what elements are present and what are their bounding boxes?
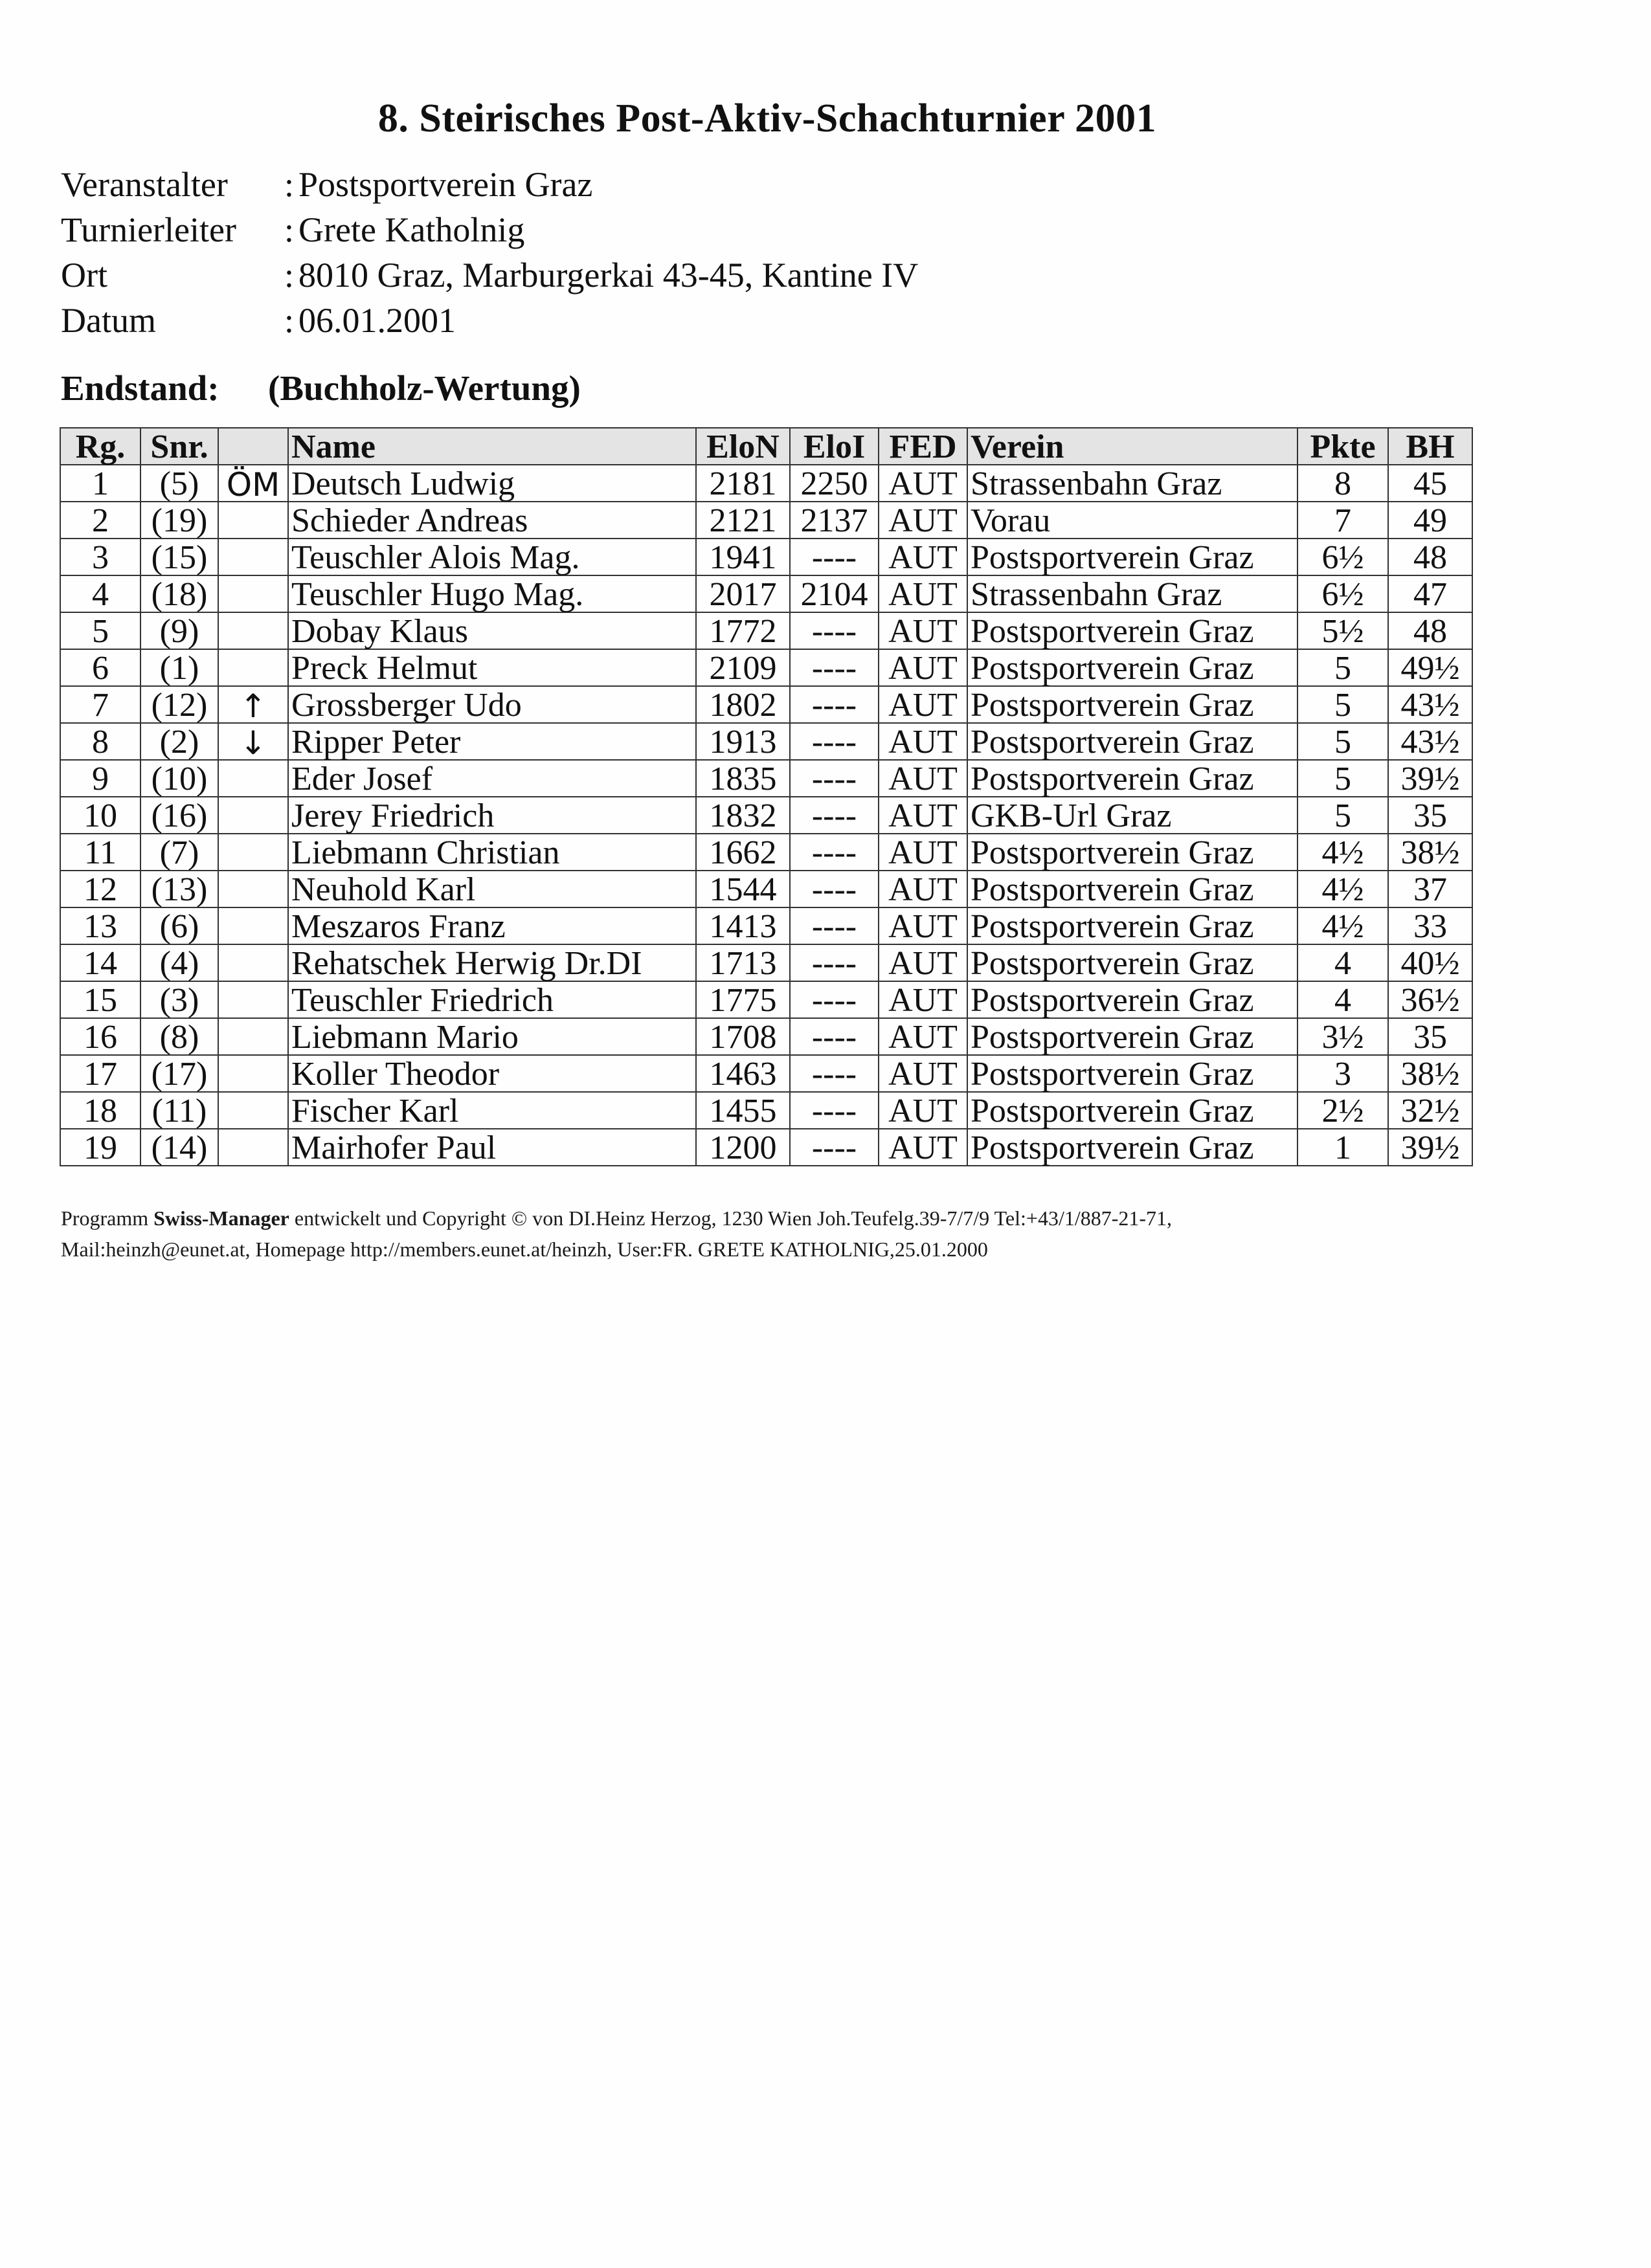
info-separator: : [284, 256, 295, 295]
table-header [60, 428, 1472, 465]
cell-mark: ÖM [218, 465, 288, 502]
cell-mark [218, 539, 288, 575]
cell-club: Vorau [967, 502, 1297, 539]
info-label: Veranstalter [61, 165, 228, 204]
cell-club: Postsportverein Graz [967, 981, 1297, 1018]
cell-elo-national: 1941 [696, 539, 790, 575]
cell-elo-national: 1775 [696, 981, 790, 1018]
header-name: Name [288, 428, 696, 465]
cell-name: Liebmann Mario [288, 1018, 696, 1055]
table-row [60, 539, 1472, 575]
info-value: 8010 Graz, Marburgerkai 43-45, Kantine IV [298, 256, 919, 295]
cell-club: Postsportverein Graz [967, 1129, 1297, 1166]
header-row [60, 428, 1472, 465]
cell-buchholz: 35 [1388, 1018, 1472, 1055]
cell-buchholz: 38½ [1388, 834, 1472, 871]
cell-points: 7 [1297, 502, 1388, 539]
cell-points: 3 [1297, 1055, 1388, 1092]
cell-name: Dobay Klaus [288, 612, 696, 649]
document-title: 8. Steirisches Post-Aktiv-Schachturnier 2001 [377, 96, 1157, 140]
table-row [60, 502, 1472, 539]
cell-elo-national: 1200 [696, 1129, 790, 1166]
cell-elo-international: ---- [790, 981, 879, 1018]
info-separator: : [284, 210, 295, 249]
table-row [60, 686, 1472, 723]
cell-club: Postsportverein Graz [967, 834, 1297, 871]
cell-federation: AUT [879, 575, 967, 612]
header-elo-national: EloN [696, 428, 790, 465]
cell-elo-international: 2104 [790, 575, 879, 612]
software-footer [61, 1203, 1172, 1265]
table-row [60, 944, 1472, 981]
cell-mark: ↑ [218, 686, 288, 723]
table-row [60, 649, 1472, 686]
cell-start-number: (5) [140, 465, 218, 502]
standings-heading [61, 368, 581, 408]
table-row [60, 797, 1472, 834]
cell-mark [218, 944, 288, 981]
cell-federation: AUT [879, 981, 967, 1018]
cell-rank: 9 [60, 760, 140, 797]
footer-prefix: Programm [61, 1206, 154, 1230]
cell-start-number: (14) [140, 1129, 218, 1166]
cell-club: Postsportverein Graz [967, 612, 1297, 649]
cell-buchholz: 38½ [1388, 1055, 1472, 1092]
cell-start-number: (9) [140, 612, 218, 649]
cell-rank: 14 [60, 944, 140, 981]
cell-elo-international: ---- [790, 686, 879, 723]
footer-copyright: entwickelt und Copyright © von DI.Heinz Herzog, 1230 Wien Joh.Teufelg.39-7/7/9 Tel:+43/1/887-21-71, [289, 1206, 1173, 1230]
cell-buchholz: 33 [1388, 907, 1472, 944]
standings-mode: (Buchholz-Wertung) [268, 368, 581, 408]
info-row-location [61, 252, 918, 298]
cell-rank: 12 [60, 871, 140, 907]
cell-elo-national: 1772 [696, 612, 790, 649]
standings-table-wrapper [60, 427, 1473, 1166]
cell-elo-international: ---- [790, 871, 879, 907]
cell-mark [218, 760, 288, 797]
table-row [60, 760, 1472, 797]
cell-federation: AUT [879, 871, 967, 907]
cell-club: Postsportverein Graz [967, 723, 1297, 760]
cell-rank: 10 [60, 797, 140, 834]
cell-elo-international: ---- [790, 944, 879, 981]
cell-elo-international: ---- [790, 723, 879, 760]
cell-buchholz: 35 [1388, 797, 1472, 834]
cell-name: Mairhofer Paul [288, 1129, 696, 1166]
cell-rank: 5 [60, 612, 140, 649]
info-row-director [61, 207, 918, 252]
cell-elo-international: 2250 [790, 465, 879, 502]
cell-start-number: (3) [140, 981, 218, 1018]
cell-elo-national: 1708 [696, 1018, 790, 1055]
cell-rank: 6 [60, 649, 140, 686]
cell-club: Strassenbahn Graz [967, 465, 1297, 502]
cell-federation: AUT [879, 907, 967, 944]
cell-federation: AUT [879, 612, 967, 649]
cell-start-number: (2) [140, 723, 218, 760]
header-rank: Rg. [60, 428, 140, 465]
cell-federation: AUT [879, 944, 967, 981]
info-label: Datum [61, 301, 156, 340]
cell-federation: AUT [879, 760, 967, 797]
cell-buchholz: 45 [1388, 465, 1472, 502]
cell-name: Jerey Friedrich [288, 797, 696, 834]
cell-points: 4½ [1297, 871, 1388, 907]
cell-club: Postsportverein Graz [967, 1018, 1297, 1055]
cell-mark [218, 612, 288, 649]
cell-federation: AUT [879, 1018, 967, 1055]
footer-line-2: Mail:heinzh@eunet.at, Homepage http://members.eunet.at/heinzh, User:FR. GRETE KATHOLNIG,25.01.2000 [61, 1238, 988, 1261]
table-row [60, 612, 1472, 649]
cell-name: Eder Josef [288, 760, 696, 797]
cell-mark [218, 575, 288, 612]
cell-name: Teuschler Hugo Mag. [288, 575, 696, 612]
cell-buchholz: 48 [1388, 612, 1472, 649]
cell-federation: AUT [879, 539, 967, 575]
cell-rank: 1 [60, 465, 140, 502]
cell-mark [218, 834, 288, 871]
cell-elo-national: 1463 [696, 1055, 790, 1092]
cell-elo-national: 1802 [696, 686, 790, 723]
cell-start-number: (17) [140, 1055, 218, 1092]
table-row [60, 1129, 1472, 1166]
cell-elo-international: ---- [790, 1129, 879, 1166]
header-points: Pkte [1297, 428, 1388, 465]
cell-rank: 11 [60, 834, 140, 871]
info-separator: : [284, 165, 295, 204]
info-row-organizer [61, 162, 918, 207]
footer-line-1 [61, 1203, 1172, 1234]
cell-club: Postsportverein Graz [967, 907, 1297, 944]
cell-federation: AUT [879, 723, 967, 760]
cell-name: Deutsch Ludwig [288, 465, 696, 502]
cell-points: 4½ [1297, 907, 1388, 944]
cell-start-number: (6) [140, 907, 218, 944]
cell-rank: 4 [60, 575, 140, 612]
cell-elo-national: 1913 [696, 723, 790, 760]
info-label: Ort [61, 256, 107, 295]
cell-points: 5½ [1297, 612, 1388, 649]
standings-label: Endstand: [61, 368, 219, 408]
cell-points: 6½ [1297, 539, 1388, 575]
cell-elo-national: 2017 [696, 575, 790, 612]
cell-elo-international: ---- [790, 797, 879, 834]
cell-start-number: (8) [140, 1018, 218, 1055]
info-value: Postsportverein Graz [298, 165, 593, 204]
cell-elo-national: 1832 [696, 797, 790, 834]
cell-elo-national: 2109 [696, 649, 790, 686]
cell-buchholz: 48 [1388, 539, 1472, 575]
cell-start-number: (19) [140, 502, 218, 539]
cell-mark [218, 981, 288, 1018]
cell-start-number: (4) [140, 944, 218, 981]
header-club: Verein [967, 428, 1297, 465]
cell-buchholz: 39½ [1388, 760, 1472, 797]
cell-club: Postsportverein Graz [967, 539, 1297, 575]
cell-rank: 18 [60, 1092, 140, 1129]
cell-name: Meszaros Franz [288, 907, 696, 944]
cell-rank: 15 [60, 981, 140, 1018]
cell-rank: 16 [60, 1018, 140, 1055]
table-row [60, 575, 1472, 612]
cell-points: 3½ [1297, 1018, 1388, 1055]
cell-points: 4½ [1297, 834, 1388, 871]
cell-elo-national: 1713 [696, 944, 790, 981]
cell-points: 2½ [1297, 1092, 1388, 1129]
table-row [60, 723, 1472, 760]
cell-buchholz: 39½ [1388, 1129, 1472, 1166]
cell-points: 6½ [1297, 575, 1388, 612]
table-row [60, 907, 1472, 944]
cell-elo-national: 2121 [696, 502, 790, 539]
cell-rank: 13 [60, 907, 140, 944]
cell-name: Grossberger Udo [288, 686, 696, 723]
cell-mark: ↓ [218, 723, 288, 760]
info-value: Grete Katholnig [298, 210, 525, 249]
footer-brand: Swiss-Manager [153, 1206, 289, 1230]
cell-federation: AUT [879, 502, 967, 539]
cell-elo-international: ---- [790, 834, 879, 871]
cell-points: 8 [1297, 465, 1388, 502]
cell-federation: AUT [879, 649, 967, 686]
cell-name: Schieder Andreas [288, 502, 696, 539]
cell-buchholz: 43½ [1388, 723, 1472, 760]
info-label: Turnierleiter [61, 210, 236, 249]
cell-federation: AUT [879, 834, 967, 871]
cell-mark [218, 1129, 288, 1166]
cell-points: 5 [1297, 760, 1388, 797]
cell-mark [218, 649, 288, 686]
table-row [60, 871, 1472, 907]
header-elo-international: EloI [790, 428, 879, 465]
cell-points: 1 [1297, 1129, 1388, 1166]
header-buchholz: BH [1388, 428, 1472, 465]
cell-elo-international: ---- [790, 1092, 879, 1129]
cell-buchholz: 32½ [1388, 1092, 1472, 1129]
cell-elo-international: ---- [790, 649, 879, 686]
cell-elo-international: ---- [790, 907, 879, 944]
cell-buchholz: 43½ [1388, 686, 1472, 723]
cell-elo-international: ---- [790, 1018, 879, 1055]
cell-club: Postsportverein Graz [967, 1055, 1297, 1092]
cell-elo-international: ---- [790, 539, 879, 575]
cell-start-number: (12) [140, 686, 218, 723]
cell-elo-national: 1835 [696, 760, 790, 797]
header-start-number: Snr. [140, 428, 218, 465]
cell-elo-national: 1413 [696, 907, 790, 944]
cell-federation: AUT [879, 1092, 967, 1129]
table-row [60, 1092, 1472, 1129]
cell-elo-international: ---- [790, 1055, 879, 1092]
header-federation: FED [879, 428, 967, 465]
cell-start-number: (16) [140, 797, 218, 834]
table-row [60, 834, 1472, 871]
cell-name: Neuhold Karl [288, 871, 696, 907]
cell-points: 5 [1297, 649, 1388, 686]
cell-rank: 2 [60, 502, 140, 539]
info-row-date [61, 298, 918, 343]
table-body [60, 465, 1472, 1166]
cell-mark [218, 907, 288, 944]
cell-elo-national: 1455 [696, 1092, 790, 1129]
cell-club: Postsportverein Graz [967, 1092, 1297, 1129]
cell-rank: 19 [60, 1129, 140, 1166]
cell-points: 5 [1297, 686, 1388, 723]
cell-club: GKB-Url Graz [967, 797, 1297, 834]
cell-federation: AUT [879, 686, 967, 723]
cell-name: Liebmann Christian [288, 834, 696, 871]
cell-name: Preck Helmut [288, 649, 696, 686]
cell-rank: 8 [60, 723, 140, 760]
cell-club: Postsportverein Graz [967, 649, 1297, 686]
cell-start-number: (10) [140, 760, 218, 797]
cell-start-number: (18) [140, 575, 218, 612]
cell-buchholz: 36½ [1388, 981, 1472, 1018]
cell-start-number: (11) [140, 1092, 218, 1129]
cell-rank: 3 [60, 539, 140, 575]
cell-name: Teuschler Alois Mag. [288, 539, 696, 575]
cell-club: Strassenbahn Graz [967, 575, 1297, 612]
cell-elo-national: 2181 [696, 465, 790, 502]
cell-buchholz: 49 [1388, 502, 1472, 539]
cell-elo-international: ---- [790, 612, 879, 649]
cell-points: 5 [1297, 797, 1388, 834]
table-row [60, 1055, 1472, 1092]
cell-elo-national: 1544 [696, 871, 790, 907]
cell-start-number: (7) [140, 834, 218, 871]
cell-start-number: (15) [140, 539, 218, 575]
cell-name: Teuschler Friedrich [288, 981, 696, 1018]
cell-mark [218, 871, 288, 907]
table-row [60, 981, 1472, 1018]
info-separator: : [284, 301, 295, 340]
cell-club: Postsportverein Graz [967, 944, 1297, 981]
cell-buchholz: 37 [1388, 871, 1472, 907]
cell-start-number: (1) [140, 649, 218, 686]
cell-club: Postsportverein Graz [967, 871, 1297, 907]
header-mark [218, 428, 288, 465]
cell-federation: AUT [879, 1129, 967, 1166]
cell-elo-international: 2137 [790, 502, 879, 539]
cell-mark [218, 1055, 288, 1092]
cell-mark [218, 797, 288, 834]
cell-elo-international: ---- [790, 760, 879, 797]
cell-points: 4 [1297, 944, 1388, 981]
standings-table [60, 427, 1473, 1166]
cell-points: 5 [1297, 723, 1388, 760]
cell-name: Fischer Karl [288, 1092, 696, 1129]
cell-rank: 7 [60, 686, 140, 723]
cell-mark [218, 502, 288, 539]
cell-mark [218, 1092, 288, 1129]
cell-points: 4 [1297, 981, 1388, 1018]
table-row [60, 1018, 1472, 1055]
table-row [60, 465, 1472, 502]
cell-federation: AUT [879, 797, 967, 834]
cell-start-number: (13) [140, 871, 218, 907]
cell-name: Koller Theodor [288, 1055, 696, 1092]
info-value: 06.01.2001 [298, 301, 456, 340]
cell-buchholz: 40½ [1388, 944, 1472, 981]
tournament-info [61, 162, 918, 343]
cell-name: Ripper Peter [288, 723, 696, 760]
cell-rank: 17 [60, 1055, 140, 1092]
cell-name: Rehatschek Herwig Dr.DI [288, 944, 696, 981]
cell-buchholz: 49½ [1388, 649, 1472, 686]
cell-federation: AUT [879, 465, 967, 502]
cell-club: Postsportverein Graz [967, 686, 1297, 723]
cell-club: Postsportverein Graz [967, 760, 1297, 797]
cell-elo-national: 1662 [696, 834, 790, 871]
cell-mark [218, 1018, 288, 1055]
cell-buchholz: 47 [1388, 575, 1472, 612]
cell-federation: AUT [879, 1055, 967, 1092]
